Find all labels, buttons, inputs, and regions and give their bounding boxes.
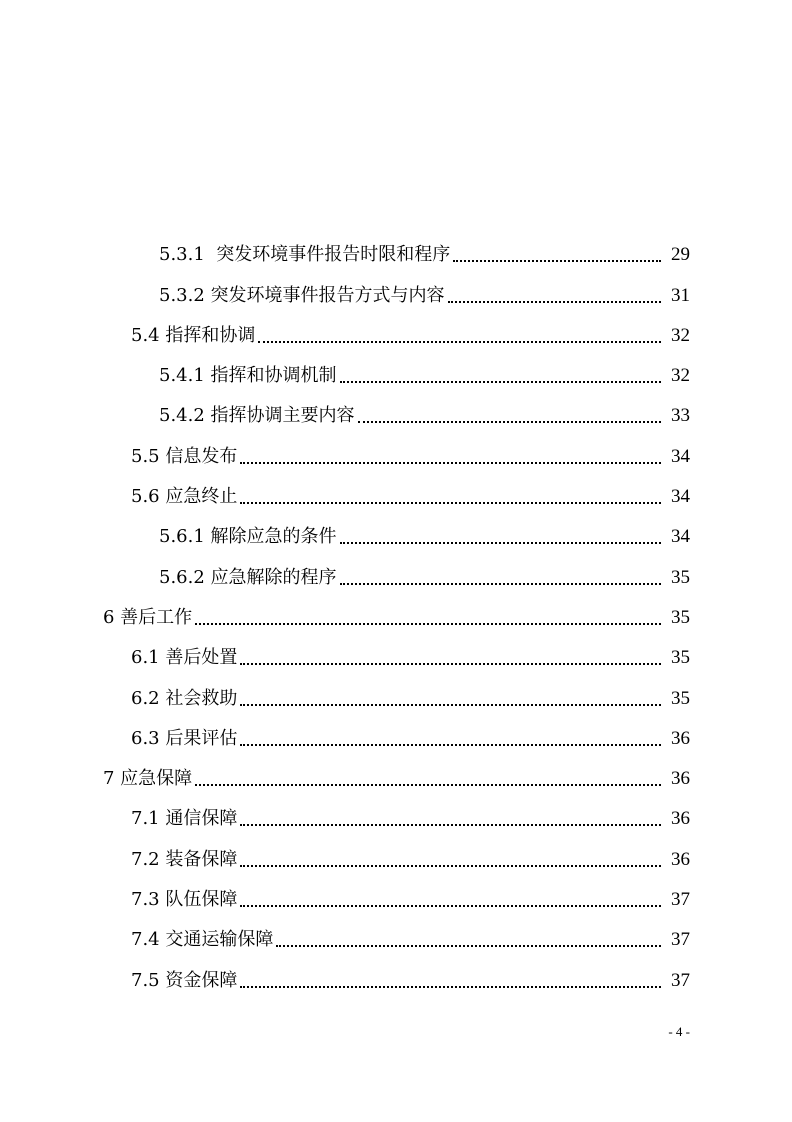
toc-entry[interactable] [0,796,792,836]
toc-entry-page: 37 [671,969,690,991]
toc-entry-page: 34 [671,526,690,548]
toc-entry-page: 35 [671,566,690,588]
toc-entry-label: 5.6.1 解除应急的条件 [159,526,337,548]
toc-entry-page: 32 [671,365,690,387]
toc-entry-label: 5.5 信息发布 [131,445,238,467]
toc-entry-page: 29 [671,244,690,266]
toc-entry[interactable] [0,635,792,675]
toc-entry-label: 7.5 资金保障 [131,969,238,991]
dot-leader [240,743,661,746]
toc-entry-page: 34 [671,445,690,467]
toc-entry[interactable] [0,917,792,957]
toc-entry[interactable] [0,353,792,393]
dot-leader [448,300,661,303]
toc-entry-page: 35 [671,647,690,669]
toc-entry-label: 7.4 交通运输保障 [131,929,274,951]
toc-entry-page: 37 [671,929,690,951]
toc-entry[interactable] [0,272,792,312]
toc-entry-page: 36 [671,727,690,749]
dot-leader [240,823,661,826]
dot-leader [240,703,661,706]
dot-leader [340,541,661,544]
toc-entry-label: 7.3 队伍保障 [131,889,238,911]
dot-leader [258,340,661,343]
toc-entry-label: 7.1 通信保障 [131,808,238,830]
dot-leader [453,259,661,262]
toc-entry-page: 34 [671,486,690,508]
toc-entry[interactable] [0,393,792,433]
toc-entry[interactable] [0,232,792,272]
toc-entry-label: 7 应急保障 [103,768,193,790]
toc-entry-label: 5.4.2 指挥协调主要内容 [159,405,355,427]
page-number: - 4 - [668,1024,690,1039]
dot-leader [195,622,661,625]
toc-entry-page: 36 [671,848,690,870]
toc-entry-page: 35 [671,606,690,628]
toc-entry[interactable] [0,836,792,876]
toc-entry-label: 5.6.2 应急解除的程序 [159,566,337,588]
dot-leader [240,904,661,907]
toc-entry[interactable] [0,877,792,917]
toc-entry-page: 31 [671,284,690,306]
toc-entry-page: 32 [671,324,690,346]
toc-entry[interactable] [0,675,792,715]
dot-leader [340,380,661,383]
toc-entry-page: 36 [671,808,690,830]
toc-entry-label: 5.4.1 指挥和协调机制 [159,365,337,387]
dot-leader [240,501,661,504]
dot-leader [340,582,661,585]
toc-entry[interactable] [0,756,792,796]
toc-entry-label: 5.3.2 突发环境事件报告方式与内容 [159,284,445,306]
toc-entry[interactable] [0,716,792,756]
toc-entry[interactable] [0,474,792,514]
toc-entry[interactable] [0,957,792,997]
toc-entry[interactable] [0,433,792,473]
table-of-contents [0,232,792,998]
toc-entry-label: 5.6 应急终止 [131,486,238,508]
dot-leader [276,944,661,947]
toc-entry-page: 36 [671,768,690,790]
dot-leader [240,461,661,464]
toc-entry[interactable] [0,313,792,353]
toc-entry-page: 35 [671,687,690,709]
toc-entry-label: 6.2 社会救助 [131,687,238,709]
dot-leader [240,864,661,867]
dot-leader [195,783,661,786]
toc-entry-label: 5.3.1 突发环境事件报告时限和程序 [159,244,451,266]
dot-leader [358,420,661,423]
toc-entry-label: 5.4 指挥和协调 [131,324,256,346]
toc-entry-label: 6.3 后果评估 [131,727,238,749]
dot-leader [240,985,661,988]
toc-entry[interactable] [0,514,792,554]
toc-entry-page: 37 [671,889,690,911]
toc-entry-label: 6.1 善后处置 [131,647,238,669]
toc-entry-label: 6 善后工作 [103,606,193,628]
toc-entry-page: 33 [671,405,690,427]
toc-entry-label: 7.2 装备保障 [131,848,238,870]
toc-entry[interactable] [0,595,792,635]
toc-entry[interactable] [0,554,792,594]
dot-leader [240,662,661,665]
